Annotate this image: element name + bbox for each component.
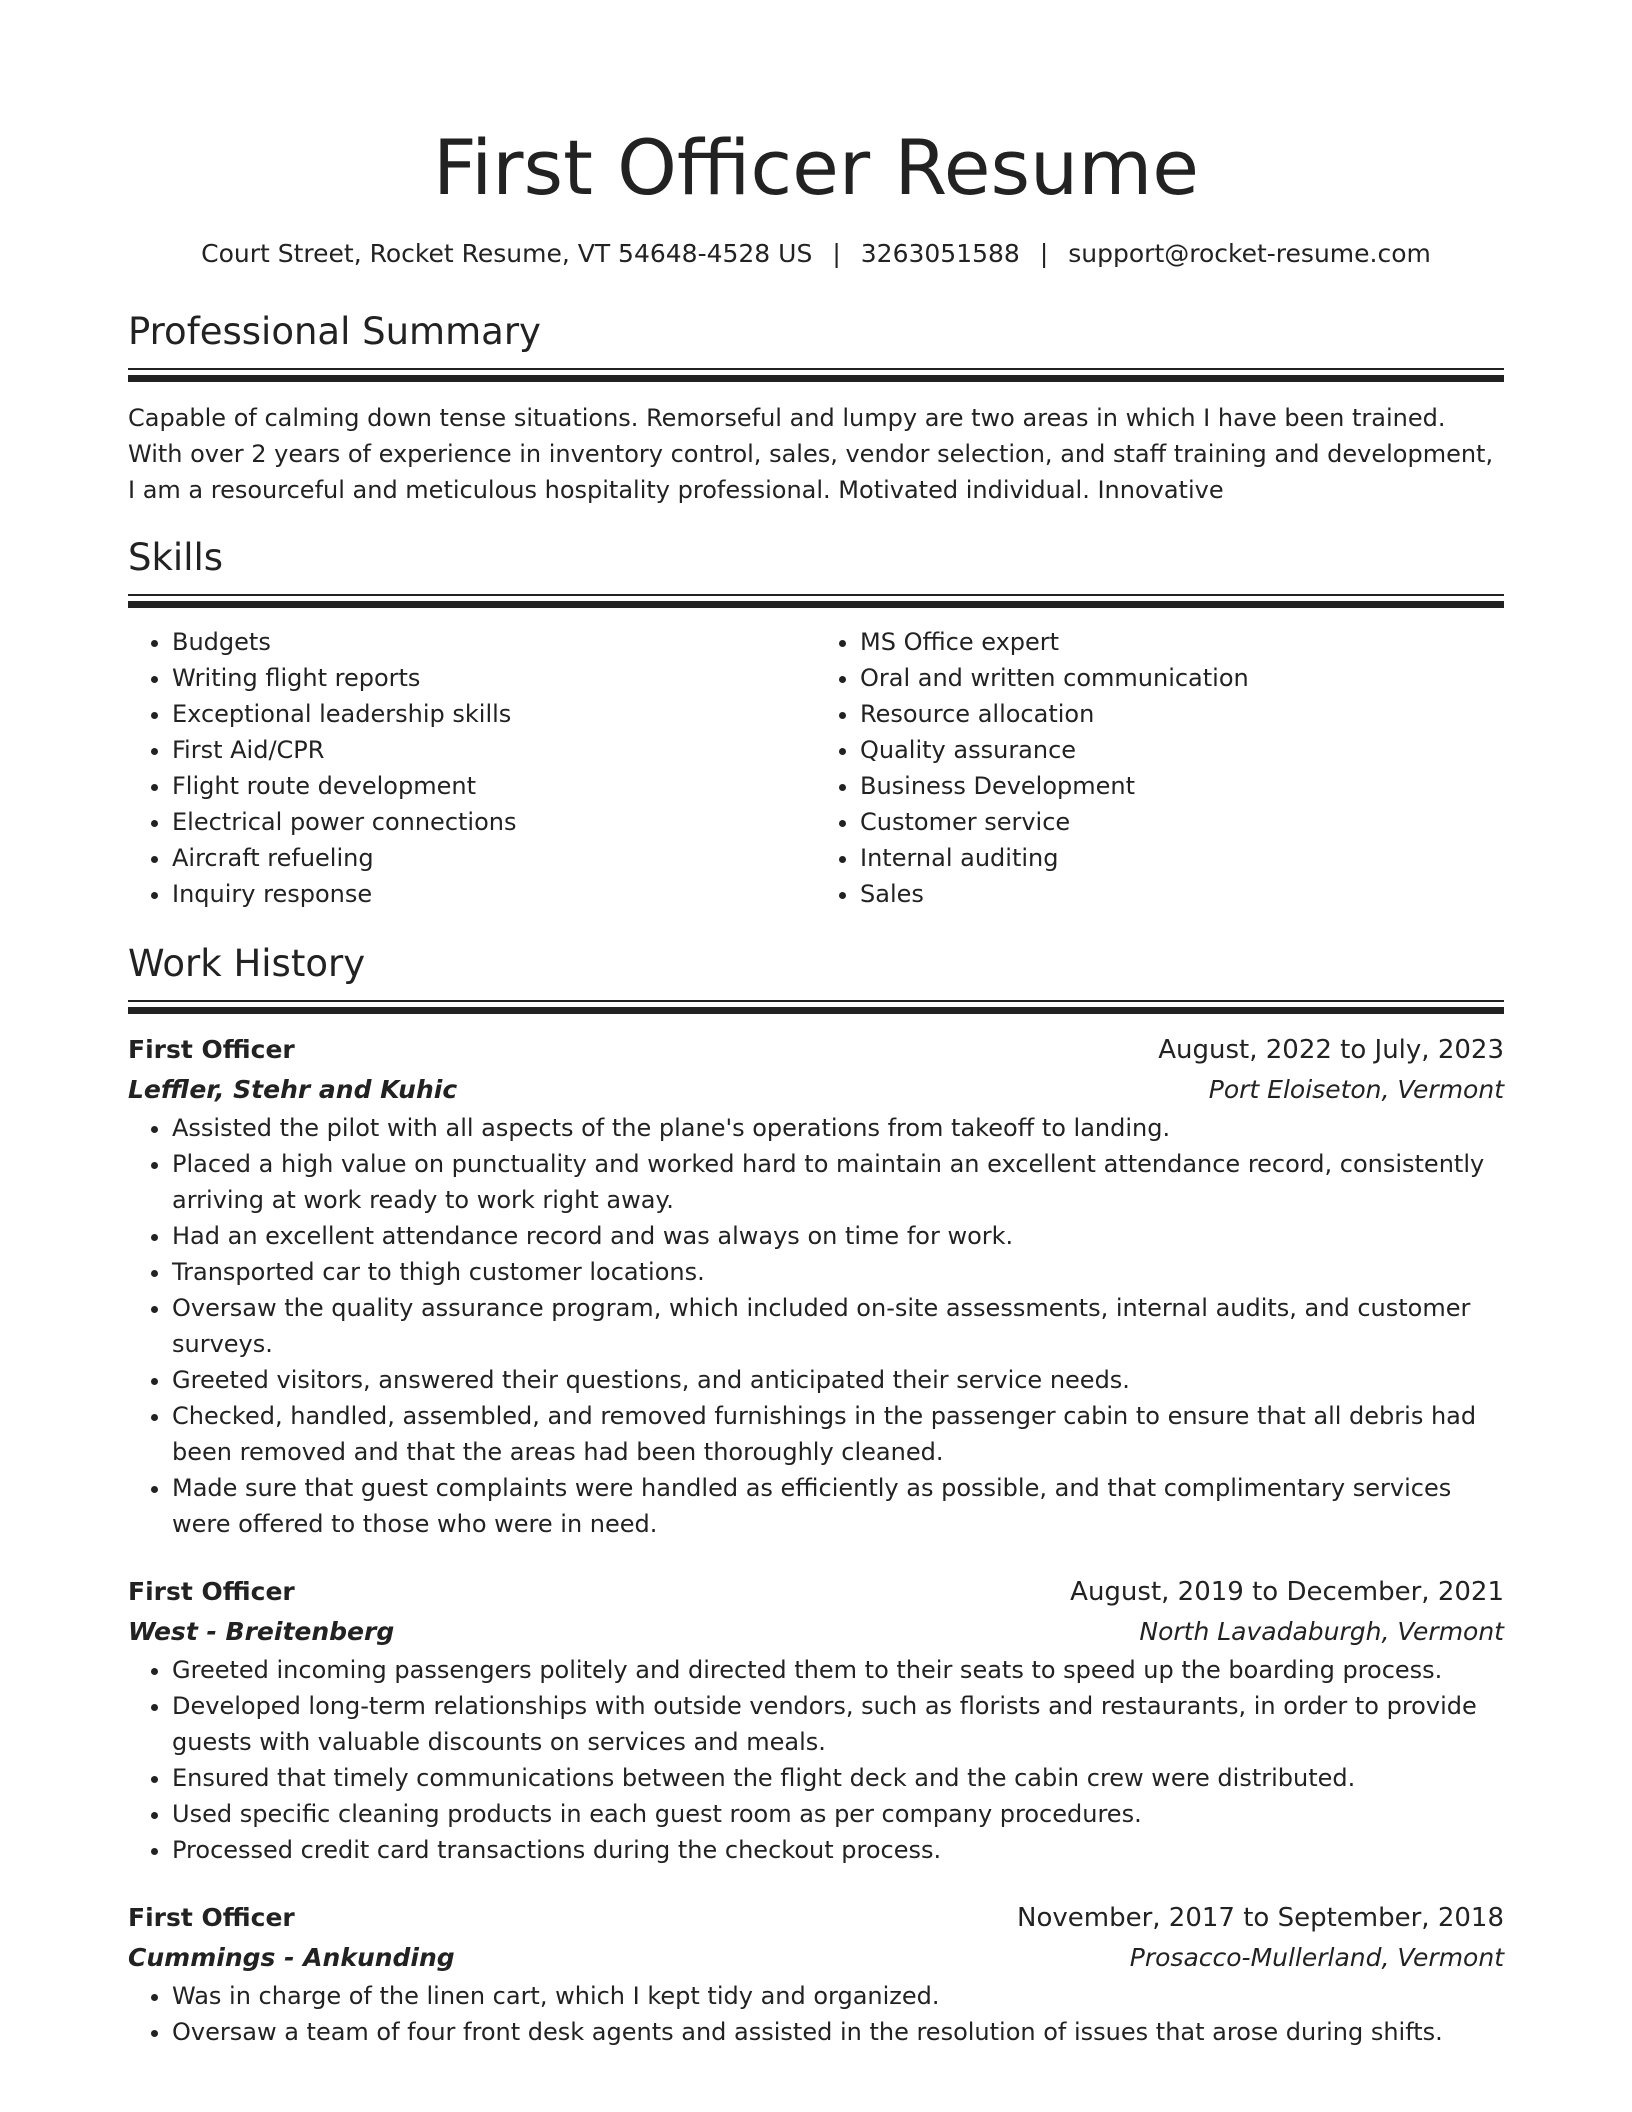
work-history-section: [128, 940, 1504, 2050]
skills-section: [128, 534, 1504, 912]
section-divider: [128, 368, 1504, 382]
job-entry: [128, 1572, 1504, 1868]
job-company: Leffler, Stehr and Kuhic: [128, 1075, 458, 1104]
job-duty: • Was in charge of the linen cart, which I kept tidy and organized.: [172, 1978, 1504, 2014]
job-header: [128, 1030, 1504, 1070]
contact-line: [128, 236, 1504, 272]
job-subheader: [128, 1938, 1504, 1978]
job-header: [128, 1898, 1504, 1938]
skill-item: • Business Development: [860, 768, 1504, 804]
summary-text: Capable of calming down tense situations. Remorseful and lumpy are two areas in which I have been trained. With over 2 years of experience in inventory control, sales, vendor selection, and staff training and development, I am a resourceful and meticulous hospitality professional. Motivated individual. Innovative: [128, 404, 1494, 504]
skills-list-right: [816, 624, 1504, 912]
job-location: Prosacco-Mullerland, Vermont: [1129, 1943, 1504, 1972]
skill-item: • Internal auditing: [860, 840, 1504, 876]
job-duty: • Placed a high value on punctuality and worked hard to maintain an excellent attendance record, consistently arriving at work ready to work right away.: [172, 1146, 1504, 1218]
job-duty: • Used specific cleaning products in each guest room as per company procedures.: [172, 1796, 1504, 1832]
job-duty: • Oversaw the quality assurance program, which included on-site assessments, internal audits, and customer surveys.: [172, 1290, 1504, 1362]
job-company: Cummings - Ankunding: [128, 1943, 455, 1972]
job-duties-list: [128, 1978, 1504, 2050]
skill-item: • Electrical power connections: [172, 804, 816, 840]
job-entry: [128, 1030, 1504, 1542]
job-duty: • Developed long-term relationships with outside vendors, such as florists and restaurants, in order to provide guests with valuable discounts on services and meals.: [172, 1688, 1504, 1760]
job-duty: • Oversaw a team of four front desk agents and assisted in the resolution of issues that arose during shifts.: [172, 2014, 1504, 2050]
job-duty: • Greeted visitors, answered their questions, and anticipated their service needs.: [172, 1362, 1504, 1398]
section-heading-summary: Professional Summary: [128, 310, 541, 353]
job-entry: [128, 1898, 1504, 2050]
summary-section: [128, 308, 1504, 508]
skill-item: • Resource allocation: [860, 696, 1504, 732]
skill-item: • Customer service: [860, 804, 1504, 840]
job-duty: • Assisted the pilot with all aspects of the plane's operations from takeoff to landing.: [172, 1110, 1504, 1146]
skill-item: • Budgets: [172, 624, 816, 660]
job-location: Port Eloiseton, Vermont: [1208, 1075, 1504, 1104]
job-duty: • Ensured that timely communications between the flight deck and the cabin crew were distributed.: [172, 1760, 1504, 1796]
skill-item: • Inquiry response: [172, 876, 816, 912]
job-duty: • Processed credit card transactions during the checkout process.: [172, 1832, 1504, 1868]
skills-list-left: [128, 624, 816, 912]
job-duty: • Made sure that guest complaints were handled as efficiently as possible, and that complimentary services were offered to those who were in need.: [172, 1470, 1504, 1542]
skill-item: • First Aid/CPR: [172, 732, 816, 768]
skill-item: • Aircraft refueling: [172, 840, 816, 876]
job-title: First Officer: [128, 1035, 295, 1064]
section-divider: [128, 1000, 1504, 1014]
job-duty: • Had an excellent attendance record and was always on time for work.: [172, 1218, 1504, 1254]
skill-item: • Sales: [860, 876, 1504, 912]
job-dates: August, 2022 to July, 2023: [1158, 1035, 1504, 1065]
job-company: West - Breitenberg: [128, 1617, 395, 1646]
job-duty: • Checked, handled, assembled, and removed furnishings in the passenger cabin to ensure that all debris had been removed and that the areas had been thoroughly cleaned.: [172, 1398, 1504, 1470]
job-dates: November, 2017 to September, 2018: [1017, 1903, 1504, 1933]
section-heading-skills: Skills: [128, 536, 224, 579]
section-divider: [128, 594, 1504, 608]
skill-item: • Quality assurance: [860, 732, 1504, 768]
job-duties-list: [128, 1652, 1504, 1868]
skills-columns: [128, 624, 1504, 912]
resume-title: First Officer Resume: [432, 123, 1200, 212]
job-dates: August, 2019 to December, 2021: [1070, 1577, 1504, 1607]
skill-item: • MS Office expert: [860, 624, 1504, 660]
job-title: First Officer: [128, 1903, 295, 1932]
resume-page: [128, 0, 1504, 2050]
skill-item: • Exceptional leadership skills: [172, 696, 816, 732]
job-duty: • Greeted incoming passengers politely and directed them to their seats to speed up the boarding process.: [172, 1652, 1504, 1688]
job-title: First Officer: [128, 1577, 295, 1606]
skill-item: • Flight route development: [172, 768, 816, 804]
section-heading-work-history: Work History: [128, 942, 366, 985]
contact-email: support@rocket-resume.com: [1068, 239, 1431, 268]
contact-separator: |: [1039, 239, 1049, 268]
contact-address: Court Street, Rocket Resume, VT 54648-4528 US: [201, 239, 813, 268]
job-subheader: [128, 1070, 1504, 1110]
skill-item: • Writing flight reports: [172, 660, 816, 696]
job-duty: • Transported car to thigh customer locations.: [172, 1254, 1504, 1290]
job-location: North Lavadaburgh, Vermont: [1139, 1617, 1504, 1646]
contact-separator: |: [832, 239, 841, 268]
job-subheader: [128, 1612, 1504, 1652]
skill-item: • Oral and written communication: [860, 660, 1504, 696]
contact-phone: 3263051588: [860, 239, 1020, 268]
job-duties-list: [128, 1110, 1504, 1542]
job-header: [128, 1572, 1504, 1612]
